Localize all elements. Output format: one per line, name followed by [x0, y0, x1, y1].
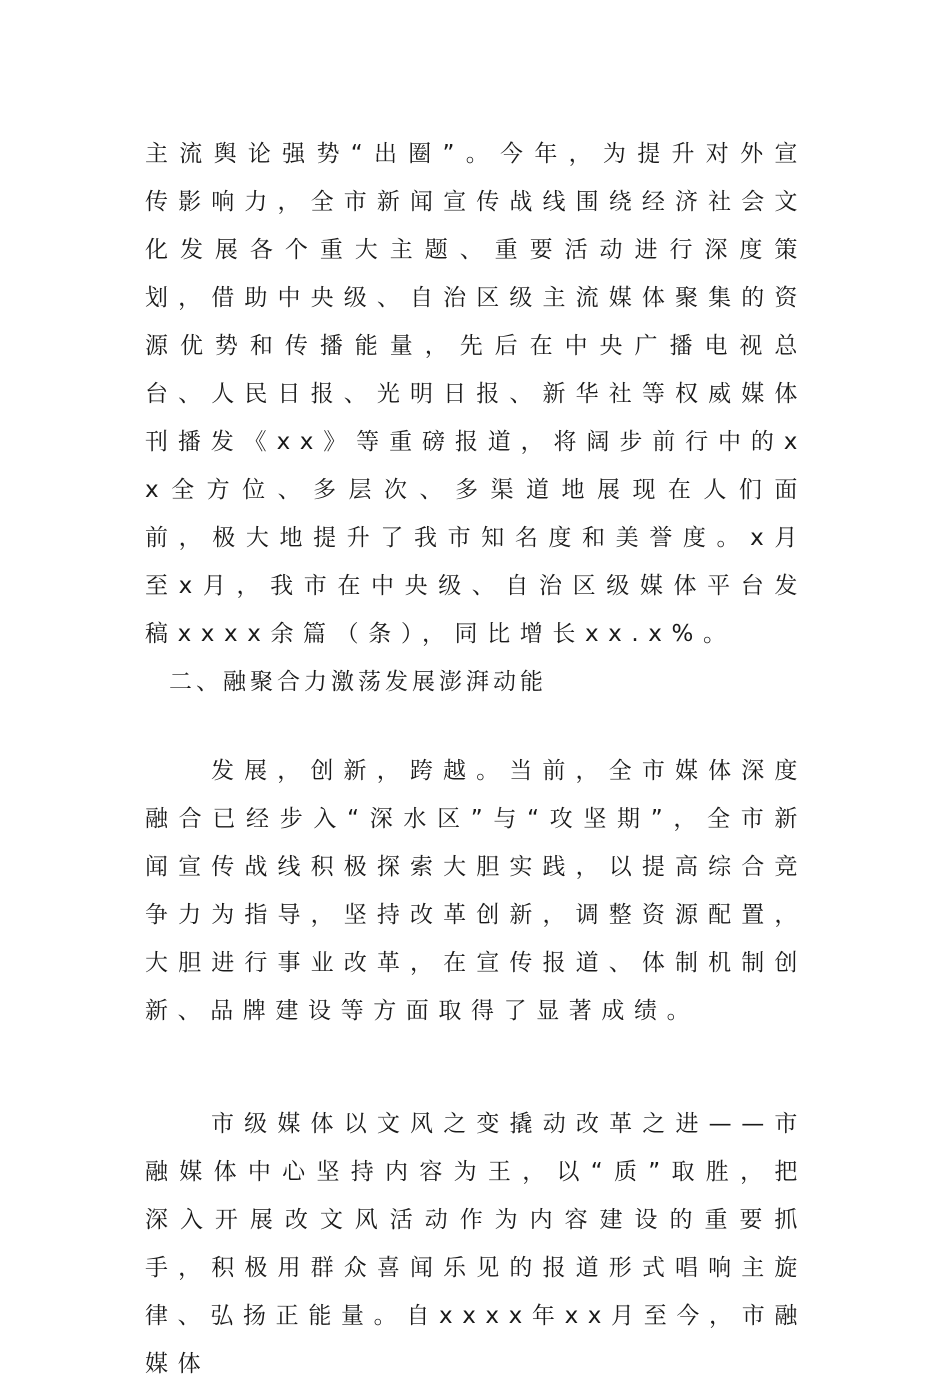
section-heading: 二、融聚合力激荡发展澎湃动能	[169, 669, 547, 695]
paragraph-city-media-reform: 市级媒体以文风之变撬动改革之进——市融媒体中心坚持内容为王，以“质”取胜，把深入开展改文风活动作为内容建设的重要抓手，积极用群众喜闻乐见的报道形式唱响主旋律、弘扬正能量。自xxxx年xx月至今，市融媒体	[145, 1111, 807, 1377]
paragraph-development-innovation: 发展，创新，跨越。当前，全市媒体深度融合已经步入“深水区”与“攻坚期”，全市新闻宣传战线积极探索大胆实践，以提高综合竞争力为指导，坚持改革创新，调整资源配置，大胆进行事业改革，在宣传报道、体制机制创新、品牌建设等方面取得了显著成绩。	[145, 758, 807, 1024]
document-page	[145, 130, 807, 1388]
paragraph-media-influence: 主流舆论强势“出圈”。今年，为提升对外宣传影响力，全市新闻宣传战线围绕经济社会文化发展各个重大主题、重要活动进行深度策划，借助中央级、自治区级主流媒体聚集的资源优势和传播能量，先后在中央广播电视总台、人民日报、光明日报、新华社等权威媒体刊播发《xx》等重磅报道，将阔步前行中的xx全方位、多层次、多渠道地展现在人们面前，极大地提升了我市知名度和美誉度。x月至x月，我市在中央级、自治区级媒体平台发稿xxxx余篇（条），同比增长xx.x%。	[145, 141, 807, 647]
